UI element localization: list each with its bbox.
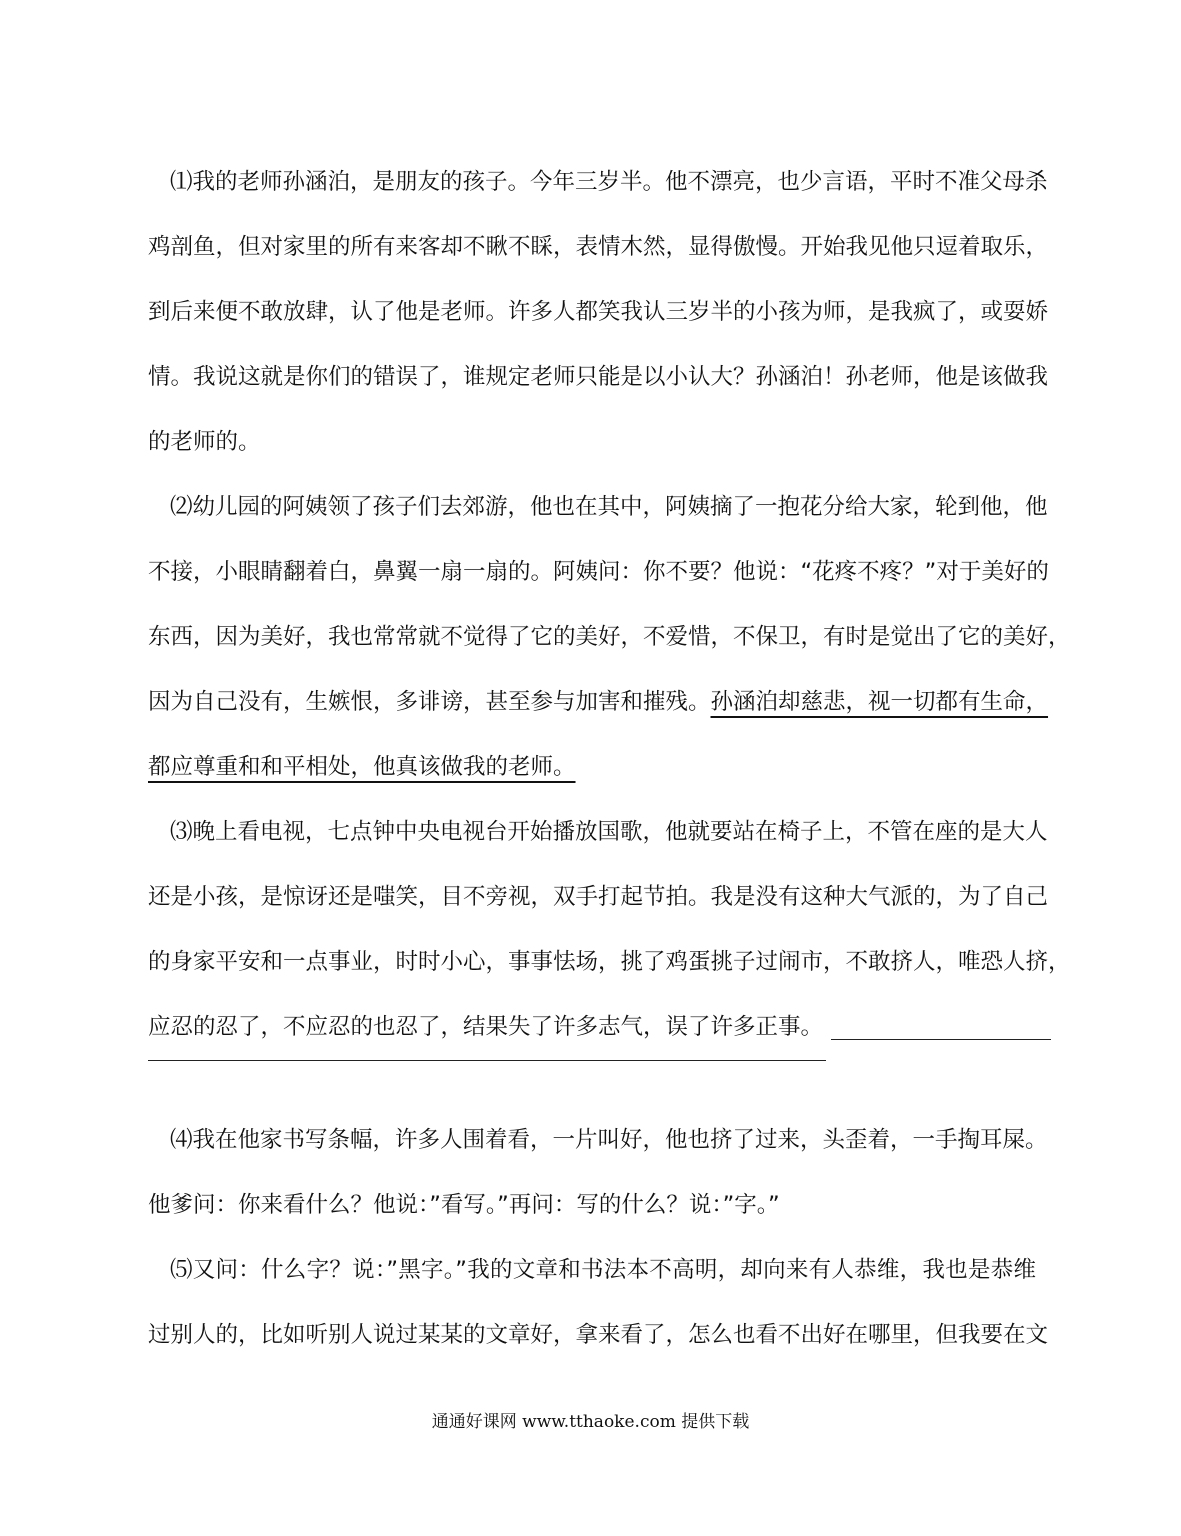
text-line: 东西，因为美好，我也常常就不觉得了它的美好，不爱惜，不保卫，有时是觉出了它的美好，: [148, 624, 1071, 650]
text-line: 还是小孩，是惊讶还是嗤笑，目不旁视，双手打起节拍。我是没有这种大气派的，为了自己: [148, 884, 1049, 910]
text-line: 到后来便不敢放肆，认了他是老师。许多人都笑我认三岁半的小孩为师，是我疯了，或耍娇: [148, 299, 1049, 325]
paragraph-5: [148, 1238, 1049, 1368]
document-body: [148, 150, 1071, 1368]
text-line: ⑸又问：什么字？说：”黑字。”我的文章和书法本不高明，却向来有人恭维，我也是恭维: [170, 1257, 1036, 1283]
text-segment: 应忍的忍了，不应忍的也忍了，结果失了许多志气，误了许多正事。: [148, 1014, 824, 1040]
text-line: 过别人的，比如听别人说过某某的文章好，拿来看了，怎么也看不出好在哪里，但我要在文: [148, 1322, 1049, 1348]
page-footer: 通通好课网 www.tthaoke.com 提供下载: [431, 1412, 750, 1432]
text-line: 他爹问：你来看什么？他说：”看写。”再问：写的什么？说：”字。”: [148, 1192, 780, 1218]
text-line: [148, 670, 1049, 735]
text-line: 情。我说这就是你们的错误了，谁规定老师只能是以小认大？孙涵泊！孙老师，他是该做我: [148, 364, 1049, 390]
paragraph-1: [148, 150, 1049, 475]
paragraph-2: [148, 475, 1071, 800]
paragraph-3: [148, 800, 1071, 1108]
underlined-sentence: 都应尊重和和平相处，他真该做我的老师。: [148, 754, 576, 780]
text-line: 的身家平安和一点事业，时时小心，事事怯场，挑了鸡蛋挑子过闹市，不敢挤人，唯恐人挤，: [148, 949, 1071, 975]
text-line: [148, 995, 1036, 1060]
text-line: ⑵幼儿园的阿姨领了孩子们去郊游，他也在其中，阿姨摘了一抱花分给大家，轮到他，他: [170, 494, 1048, 520]
answer-blank[interactable]: [831, 1038, 1051, 1040]
text-line: ⑷我在他家书写条幅，许多人围着看，一片叫好，他也挤了过来，头歪着，一手掏耳屎。: [170, 1127, 1048, 1153]
answer-blank-line[interactable]: [148, 1060, 1036, 1108]
text-line: [148, 735, 1036, 800]
underlined-sentence: 孙涵泊却慈悲，视一切都有生命，: [710, 689, 1049, 715]
text-line: ⑶晚上看电视，七点钟中央电视台开始播放国歌，他就要站在椅子上，不管在座的是大人: [170, 819, 1048, 845]
text-line: 鸡剖鱼，但对家里的所有来客却不瞅不睬，表情木然，显得傲慢。开始我见他只逗着取乐，: [148, 234, 1049, 260]
text-line: 的老师的。: [148, 429, 261, 455]
text-line: ⑴我的老师孙涵泊，是朋友的孩子。今年三岁半。他不漂亮，也少言语，平时不准父母杀: [170, 169, 1048, 195]
answer-rule: [148, 1060, 826, 1061]
paragraph-4: [148, 1108, 1048, 1238]
text-segment: 因为自己没有，生嫉恨，多诽谤，甚至参与加害和摧残。: [148, 689, 711, 715]
text-line: 不接，小眼睛翻着白，鼻翼一扇一扇的。阿姨问：你不要？他说：“花疼不疼？”对于美好的: [148, 559, 1049, 585]
